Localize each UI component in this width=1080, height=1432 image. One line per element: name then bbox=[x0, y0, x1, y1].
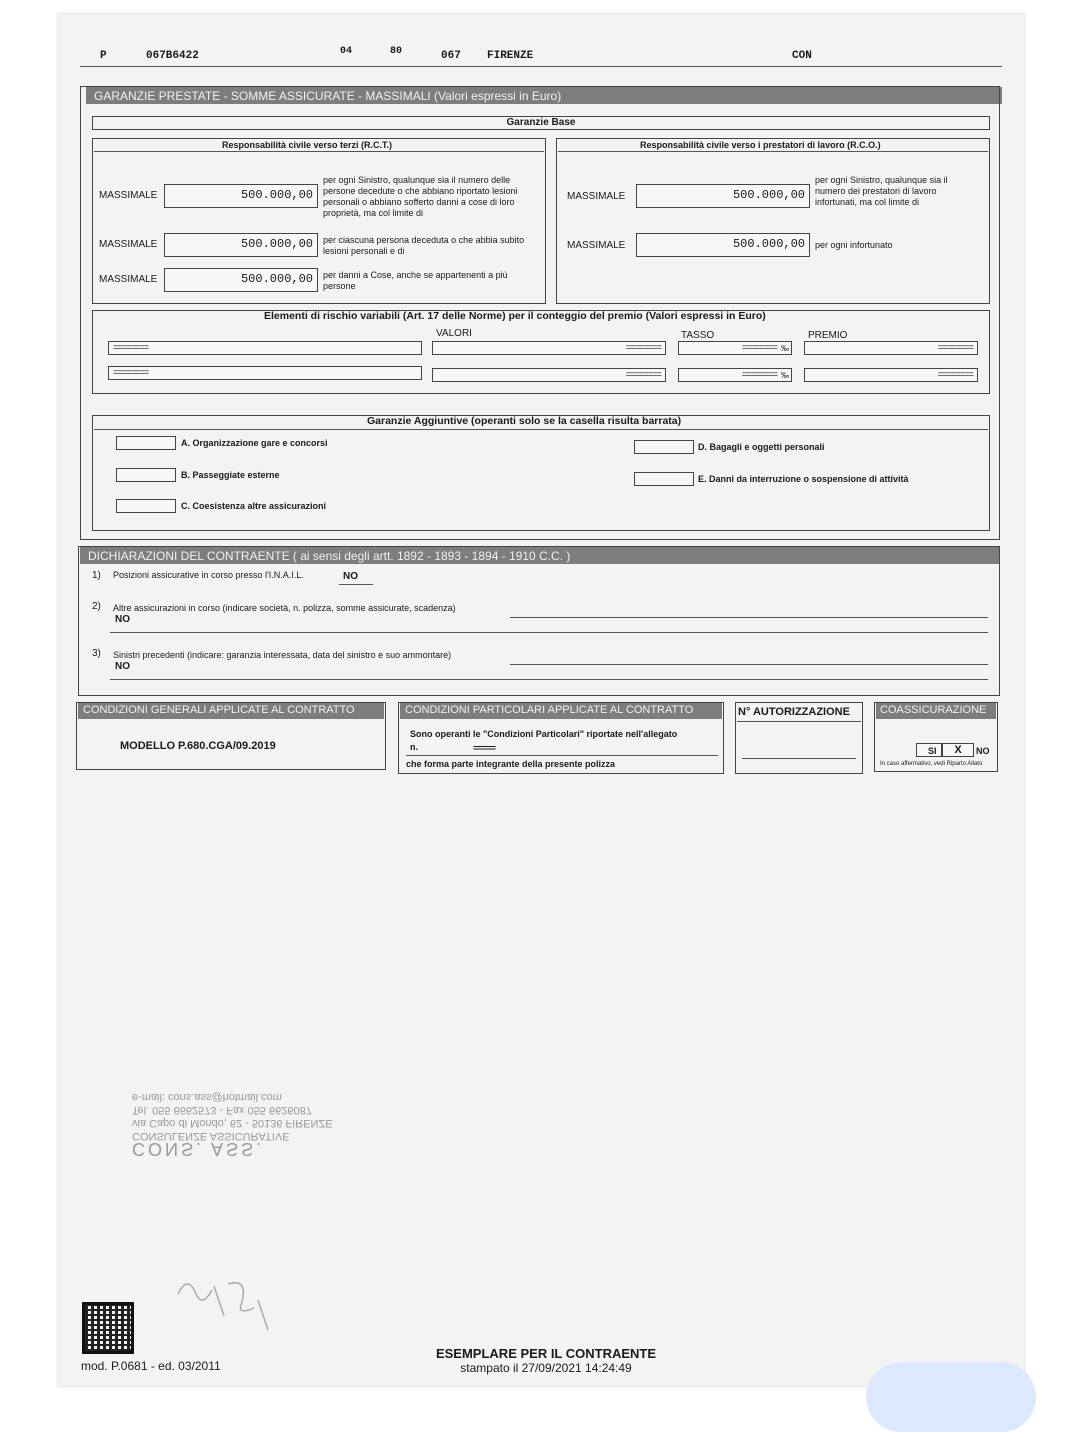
stamp-line-2: CONSULENZE ASSICURATIVE bbox=[132, 1130, 290, 1142]
rct-desc-2: per ciascuna persona deceduta o che abbia subito lesioni personali e di bbox=[323, 235, 525, 256]
rct-value-3: 500.000,00 bbox=[240, 272, 313, 286]
risk-tasso-1-dash: ======== bbox=[741, 343, 777, 353]
additional-title-rule bbox=[94, 429, 988, 430]
decl-answer-1: NO bbox=[343, 571, 358, 582]
additional-a: A. Organizzazione gare e concorsi bbox=[181, 438, 328, 448]
checkbox-d[interactable] bbox=[634, 440, 694, 454]
col-valori: VALORI bbox=[436, 328, 472, 339]
decl-num-2: 2) bbox=[92, 601, 101, 612]
declarations-header: DICHIARAZIONI DEL CONTRAENTE ( ai sensi degli artt. 1892 - 1893 - 1894 - 1910 C.C. ) bbox=[80, 547, 1000, 564]
qr-code bbox=[82, 1302, 134, 1354]
rco-desc-1: per ogni Sinistro, qualunque sia il numero dei prestatori di lavoro infortunati, ma col limite di bbox=[815, 175, 948, 207]
coins-si: SI bbox=[928, 746, 937, 756]
checkbox-e[interactable] bbox=[634, 472, 694, 486]
auth-header: N° AUTORIZZAZIONE bbox=[738, 706, 850, 718]
policy-number: 067B6422 bbox=[146, 50, 199, 62]
decl-num-1: 1) bbox=[92, 570, 101, 581]
additional-e: E. Danni da interruzione o sospensione di attività bbox=[698, 474, 909, 484]
rco-title-rule bbox=[558, 151, 988, 152]
particular-line1: Sono operanti le "Condizioni Particolari" riportate nell'allegato bbox=[410, 729, 678, 739]
stamp-line-5: e-mail: cons.ass@hotmail.com bbox=[132, 1091, 282, 1103]
col-premio: PREMIO bbox=[808, 330, 848, 341]
rco-box bbox=[556, 138, 990, 304]
risk-premio-2-dash: ======== bbox=[937, 370, 973, 380]
decl-rule-3a bbox=[510, 664, 988, 665]
rco-value-2-field bbox=[636, 233, 810, 257]
stamp-line-3: via Capo di Mondo, 62 - 50136 FIRENZE bbox=[132, 1117, 333, 1129]
particular-n-value: ===== bbox=[473, 744, 496, 754]
con-label: CON bbox=[792, 50, 812, 62]
permille-2: ‰ bbox=[781, 371, 789, 380]
risk-tasso-1 bbox=[678, 341, 792, 355]
coins-no: NO bbox=[976, 746, 990, 756]
agency-code: 067 bbox=[441, 50, 461, 62]
rco-value-1: 500.000,00 bbox=[732, 188, 805, 202]
guarantees-header: GARANZIE PRESTATE - SOMME ASSICURATE - MASSIMALI (Valori espressi in Euro) bbox=[86, 87, 1002, 104]
rco-label-1: MASSIMALE bbox=[567, 191, 626, 202]
decl-text-3: Sinistri precedenti (indicare: garanzia interessata, data del sinistro e suo ammontare) bbox=[113, 650, 452, 660]
rct-value-2-field bbox=[164, 233, 318, 257]
additional-b: B. Passeggiate esterne bbox=[181, 470, 280, 480]
rco-desc-2: per ogni infortunato bbox=[815, 240, 893, 250]
risk-valori-2-dash: ======== bbox=[625, 370, 661, 380]
rct-label-2: MASSIMALE bbox=[99, 239, 158, 250]
rco-value-1-field bbox=[636, 184, 810, 208]
particular-rule bbox=[406, 755, 718, 756]
general-header: CONDIZIONI GENERALI APPLICATE AL CONTRATTO bbox=[78, 703, 384, 719]
footer-copy: ESEMPLARE PER IL CONTRAENTE bbox=[435, 1346, 657, 1361]
handwritten-note bbox=[170, 1264, 280, 1344]
risk-desc-1 bbox=[108, 341, 422, 355]
base-title: Garanzie Base bbox=[92, 116, 990, 130]
auth-value-rule bbox=[742, 758, 856, 759]
rct-value-2: 500.000,00 bbox=[240, 237, 313, 251]
stamp-line-4: Tel. 055 6662573 - Fax 055 6626087 bbox=[132, 1104, 312, 1116]
decl-rule-1 bbox=[339, 584, 373, 585]
risk-premio-1 bbox=[804, 341, 978, 355]
rct-title-rule bbox=[94, 151, 544, 152]
risk-desc-1-dash: ======== bbox=[113, 343, 149, 353]
risk-tasso-2-dash: ======== bbox=[741, 370, 777, 380]
particular-header: CONDIZIONI PARTICOLARI APPLICATE AL CONTRATTO bbox=[400, 703, 722, 719]
risk-premio-1-dash: ======== bbox=[937, 343, 973, 353]
coins-header: COASSICURAZIONE bbox=[876, 703, 996, 719]
footer-printed: stampato il 27/09/2021 14:24:49 bbox=[460, 1361, 632, 1375]
rct-label-1: MASSIMALE bbox=[99, 190, 158, 201]
risk-title: Elementi di rischio variabili (Art. 17 delle Norme) per il conteggio del premio (Valori espressi in Euro) bbox=[264, 310, 766, 322]
additional-c: C. Coesistenza altre assicurazioni bbox=[181, 501, 327, 511]
risk-tasso-2 bbox=[678, 368, 792, 382]
decl-text-2: Altre assicurazioni in corso (indicare società, n. polizza, somme assicurate, scadenza) bbox=[113, 603, 456, 613]
stamp-line-1: CONS. ASS. bbox=[132, 1139, 265, 1159]
decl-text-1: Posizioni assicurative in corso presso l'I.N.A.I.L. bbox=[113, 570, 304, 580]
rco-value-2: 500.000,00 bbox=[732, 237, 805, 251]
scroll-bubble[interactable] bbox=[866, 1362, 1036, 1432]
auth-header-rule bbox=[737, 721, 861, 722]
field-f2: 80 bbox=[390, 46, 403, 57]
decl-rule-2a bbox=[510, 617, 988, 618]
risk-valori-2 bbox=[432, 368, 666, 382]
rct-value-1: 500.000,00 bbox=[240, 188, 313, 202]
top-rule bbox=[80, 66, 1002, 67]
field-f1: 04 bbox=[340, 46, 353, 57]
city: FIRENZE bbox=[487, 50, 534, 62]
coins-no-box[interactable]: X bbox=[942, 743, 974, 757]
rct-title: Responsabilità civile verso terzi (R.C.T.) bbox=[222, 140, 393, 150]
checkbox-c[interactable] bbox=[116, 499, 176, 513]
particular-line2: che forma parte integrante della presente polizza bbox=[406, 759, 616, 769]
risk-desc-2 bbox=[108, 366, 422, 380]
additional-d: D. Bagagli e oggetti personali bbox=[698, 442, 825, 452]
rct-desc-1: per ogni Sinistro, qualunque sia il numero delle persone decedute o che abbiano riportato lesioni personali o abbiano sofferto danni a cose di loro proprietà, ma col limite di bbox=[323, 175, 518, 218]
agency-stamp bbox=[132, 1090, 402, 1159]
rct-desc-3: per danni a Cose, anche se appartenenti a più persone bbox=[323, 270, 508, 291]
particular-n: n. bbox=[410, 742, 418, 752]
decl-num-3: 3) bbox=[92, 648, 101, 659]
decl-answer-2: NO bbox=[115, 614, 130, 625]
code-p: P bbox=[100, 50, 107, 62]
permille-1: ‰ bbox=[781, 344, 789, 353]
risk-desc-2-dash: ======== bbox=[113, 368, 149, 378]
footer-mod: mod. P.0681 - ed. 03/2011 bbox=[81, 1359, 221, 1373]
decl-rule-2b bbox=[110, 632, 988, 633]
risk-premio-2 bbox=[804, 368, 978, 382]
rct-value-1-field bbox=[164, 184, 318, 208]
decl-answer-3: NO bbox=[115, 661, 130, 672]
risk-valori-1-dash: ======== bbox=[625, 343, 661, 353]
risk-valori-1 bbox=[432, 341, 666, 355]
checkbox-a[interactable] bbox=[116, 436, 176, 450]
decl-rule-3b bbox=[110, 679, 988, 680]
rct-label-3: MASSIMALE bbox=[99, 274, 158, 285]
coins-note: In caso affermativo, vedi Riparto Allato bbox=[880, 761, 983, 767]
rct-value-3-field bbox=[164, 268, 318, 292]
additional-title: Garanzie Aggiuntive (operanti solo se la casella risulta barrata) bbox=[367, 415, 682, 427]
checkbox-b[interactable] bbox=[116, 468, 176, 482]
col-tasso: TASSO bbox=[681, 330, 715, 341]
rco-title: Responsabilità civile verso i prestatori di lavoro (R.C.O.) bbox=[640, 140, 881, 150]
rco-label-2: MASSIMALE bbox=[567, 240, 626, 251]
declarations-section bbox=[78, 546, 1000, 696]
general-model: MODELLO P.680.CGA/09.2019 bbox=[120, 740, 276, 752]
